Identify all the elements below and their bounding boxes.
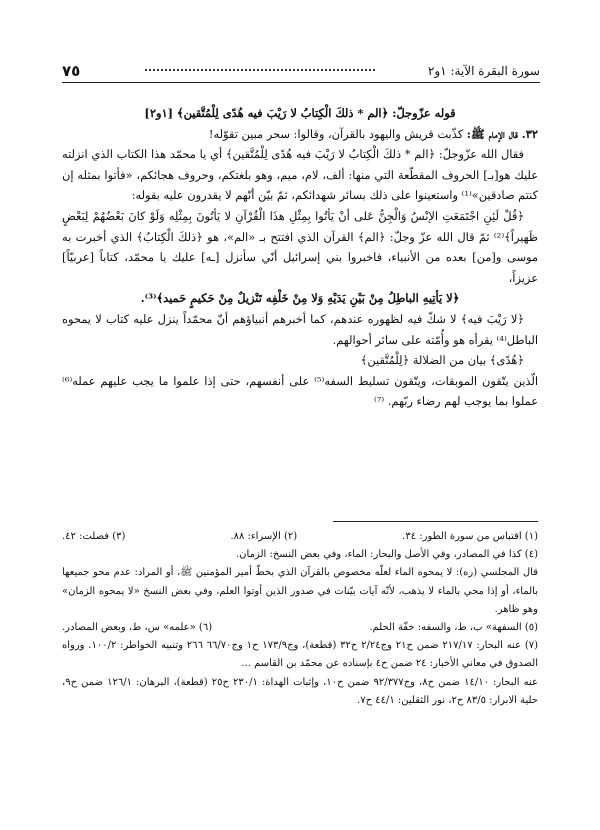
paragraph-32 — [62, 124, 538, 145]
footnote-row-2 — [62, 619, 538, 637]
page-number: ٧٥ — [62, 62, 81, 80]
header-dotted-rule — [145, 69, 375, 71]
footnote-7: (٧) عنه البحار: ٢١٧/١٧ ضمن ح٢١ وج٢/٢٤ ح٣٢ (قطعة)، وج١٧٣/٩ ح١ وج٦٦/٧٠ ٢٦٦ وتنبيه الخواطر: ١٠٠/٢. ورواه الصدوق في معاني الأخبار: ٢٤ ضمن ح٤ بإسناده عن محمّد بن القاسم ... — [62, 640, 539, 670]
commentary-paragraph-1: فقال الله عزّوجلّ: ﴿الم * ذلكَ الْكِتابُ لا رَيْبَ فيه هُدًى لِلْمُتَّقين﴾ أي يا محمّد هذا الكتاب الذي انزلته عليك هو[بـ] الحروف المقطّعة التي منها: ألف، لام، ميم، وهو بلغتكم، وحروف هجائكم، «فأتوا بمثله إن كنتم صادقين»⁽¹⁾ واستعينوا على ذلك بسائر شهدائكم، ثمّ بيّن أنّهم لا يقدرون عليه بقوله: — [62, 147, 538, 203]
commentary-paragraph-3: ﴿لا رَيْبَ فيه﴾ لا شكّ فيه لظهوره عندهم، كما أخبرهم أنبياؤهم أنّ محمّداً ينزل عليه كتاب لا يمحوه الباطل⁽⁴⁾ يقرأه هو وأُمّته على سائر أحوالهم. — [62, 311, 538, 347]
footnote-2: (٢) الإسراء: ٨٨. — [230, 531, 298, 542]
footnote-row-1 — [62, 528, 538, 546]
footnotes — [62, 528, 538, 710]
footnote-4: (٤) كذا في المصادر، وفي الأصل والبحار: الماء، وفي بعض النسخ: الزمان. — [236, 549, 538, 561]
footnote-6: (٦) «علمه» س، ط، وبعض المصادر. — [62, 622, 213, 634]
commentary-paragraph-2: ﴿قُلْ لَئِنِ اجْتَمَعَتِ الإنْسُ وَالْجِنُّ عَلى أنْ يَأتُوا بِمِثْلِ هذَا الْقُرْآنِ لا يَأتُونَ بِمِثْلِه وَلَوْ كانَ بَعْضُهُمْ لِبَعْضٍ ظَهيراً﴾⁽²⁾ ثمّ قال الله عزّ وجلّ: ﴿الم﴾ القرآن الذي افتتح بـ «الم»، هو ﴿ذلكَ الْكِتابُ﴾ الذي أخبرت به موسى و[من] بعده من الأنبياء، فاخبروا بني إسرائيل أنّي سأنزل [ـه] عليك يا محمّد، كتاباً [عربيّاً] عزيزاً، — [62, 208, 538, 285]
footnote-7-continued: عنه البحار: ١٤/١٠ ضمن ح٨، وج٩٢/٣٧٧ ضمن ح١٠، وإثبات الهداة: ٢٣٠/١ ح٢٥ (قطعة)، البرهان: ١٢٦/١ ضمن ح٩، حلية الابرار: ٨٣/٥ ح٢، نور الثقلين: ٤٤/١ ح٧. — [62, 676, 538, 706]
commentary-paragraph-5: الّذين يتّقون الموبقات، ويتّقون تسليط السفه⁽⁵⁾ على أنفسهم، حتى إذا علموا ما يجب عليهم عمله⁽⁶⁾ عملوا بما يوجب لهم رضاء ربّهم. ⁽⁷⁾ — [62, 373, 538, 409]
commentary-paragraph-4: ﴿هُدًى﴾ بيان من الضلالة ﴿لِلْمُتَّقين﴾ — [360, 353, 524, 368]
footnote-4-comment: قال المجلسي (ره): لا يمحوه الماء لعلّه مخصوص بالقرآن الذي بخطّ أمير المؤمنين ﷺ، أو المراد: عدم محو جميعها بالماء، أو إذا محي بالماء لا يذهب، لأنّه آيات بيّنات في صدور الذين أوتوا العلم، وفي بعض النسخ «لا يمحوه الزمان» وهو ظاهر. — [62, 567, 538, 615]
main-text — [62, 103, 538, 412]
hadith-number-label: ٣٢. قال الإمام ﷺ: — [466, 126, 538, 141]
running-title: سورة البقرة الآية: ١و٢ — [427, 64, 540, 78]
footnote-separator — [333, 521, 538, 522]
verse-heading: قوله عزّوجلّ: ﴿الم * ذلكَ الْكِتابُ لا رَيْبَ فيه هُدًى لِلْمُتَّقين﴾ [١و٢] — [144, 106, 456, 120]
footnote-5: (٥) السفهة» ب، ط، والسفه: خفّة الحلم. — [369, 622, 538, 634]
footnote-3: (٣) فصلت: ٤٢. — [62, 531, 126, 542]
footnote-1: (١) اقتباس من سورة الطور: ٣٤. — [402, 531, 538, 542]
quran-verse-line: ﴿لا يَأتِيهِ الباطِلُ مِنْ بَيْنِ يَدَيْهِ وَلا مِنْ خَلْفِه تَنْزيلٌ مِنْ حَكيمٍ حَميد﴾⁽³⁾. — [140, 291, 460, 306]
page-header — [62, 60, 540, 83]
paragraph-32-text: كذّبت قريش واليهود بالقرآن، وقالوا: سحر مبين تقوّله! — [208, 126, 467, 141]
